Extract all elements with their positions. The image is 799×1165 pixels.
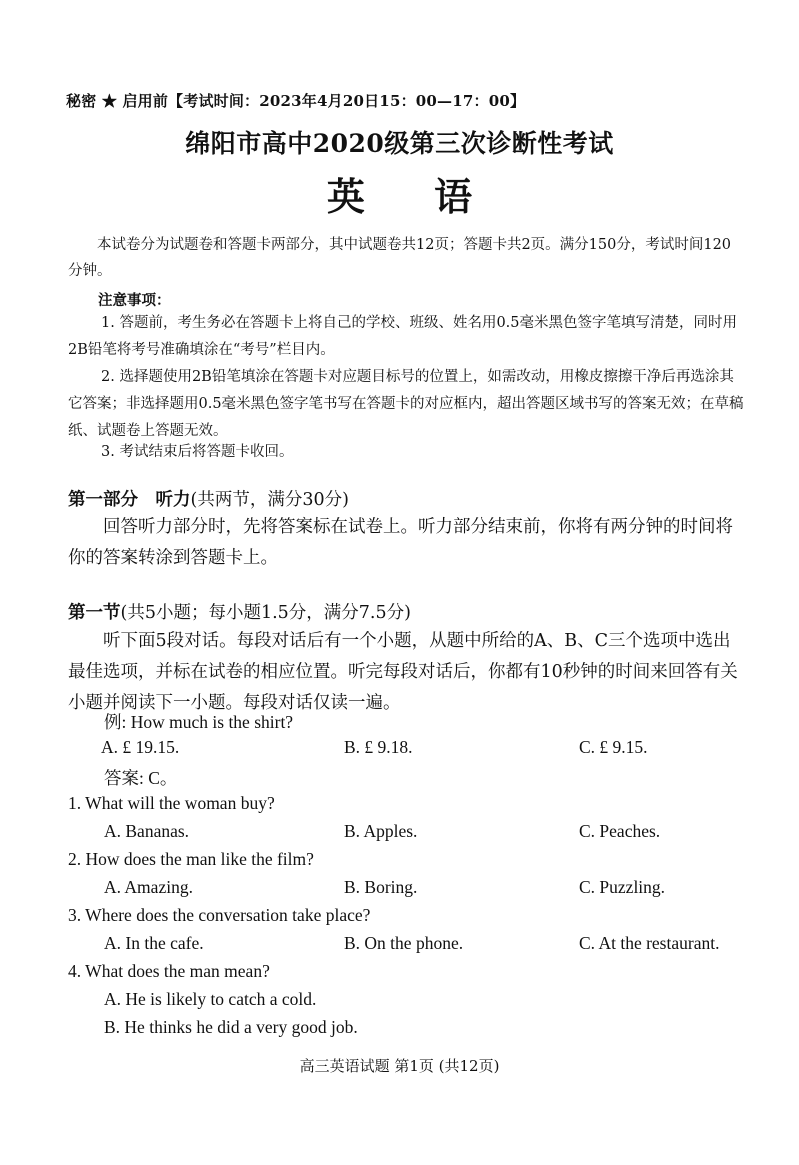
example-option-c: C. £ 9.15. — [579, 737, 648, 757]
exam-title: 绵阳市高中2020级第三次诊断性考试 — [185, 129, 614, 158]
section1-instruction: 听下面5段对话。每段对话后有一个小题，从题中所给的A、B、C三个选项中选出最佳选项，并标在试卷的相应位置。听完每段对话后，你都有10秒钟的时间来回答有关小题并阅读下一小题。每段对话仅读一遍。 — [68, 631, 738, 713]
notice-item: 3. 考试结束后将答题卡收回。 — [101, 444, 294, 460]
part1-heading — [68, 486, 349, 511]
example-question: 例: How much is the shirt? — [104, 712, 294, 732]
intro-paragraph: 本试卷分为试题卷和答题卡两部分，其中试题卷共12页；答题卡共2页。满分150分，考试时间120分钟。 — [68, 237, 732, 279]
question-option: B. On the phone. — [344, 933, 464, 953]
notice-item: 1. 答题前，考生务必在答题卡上将自己的学校、班级、姓名用0.5毫米黑色签字笔填写清楚，同时用2B铅笔将考号准确填涂在“考号”栏目内。 — [68, 315, 737, 358]
section1-heading-title: 第一节 — [68, 603, 121, 623]
part1-instruction: 回答听力部分时，先将答案标在试卷上。听力部分结束前，你将有两分钟的时间将你的答案转涂到答题卡上。 — [68, 517, 733, 568]
notice-title: 注意事项： — [98, 292, 171, 309]
question-option: C. Puzzling. — [579, 877, 666, 897]
question-option: B. Boring. — [344, 877, 418, 897]
subject-title: 英 语 — [326, 174, 501, 219]
part1-heading-title: 第一部分 听力 — [68, 490, 191, 510]
example-option-b: B. £ 9.18. — [344, 737, 413, 757]
section1-heading-note: (共5小题；每小题1.5分，满分7.5分) — [120, 603, 411, 623]
question-option: C. Peaches. — [579, 821, 661, 841]
question-option: A. In the cafe. — [104, 933, 204, 953]
question-stem: 1. What will the woman buy? — [68, 793, 275, 813]
question-option: C. At the restaurant. — [579, 933, 720, 953]
notice-item: 2. 选择题使用2B铅笔填涂在答题卡对应题目标号的位置上，如需改动，用橡皮擦擦干净后再选涂其它答案；非选择题用0.5毫米黑色签字笔书写在答题卡的对应框内，超出答题区域书写的答案无效；在草稿纸、试题卷上答题无效。 — [68, 369, 744, 439]
part1-heading-note: (共两节，满分30分) — [190, 490, 349, 510]
page-footer: 高三英语试题 第1页 (共12页) — [299, 1057, 500, 1075]
question-option: B. Apples. — [344, 821, 418, 841]
example-answer: 答案: C。 — [104, 768, 178, 788]
question-option: A. He is likely to catch a cold. — [104, 989, 317, 1009]
question-stem: 2. How does the man like the film? — [68, 849, 314, 869]
question-stem: 3. Where does the conversation take place? — [68, 905, 371, 925]
example-option-a: A. £ 19.15. — [101, 737, 180, 757]
question-option: A. Amazing. — [104, 877, 193, 897]
question-option: B. He thinks he did a very good job. — [104, 1017, 358, 1037]
question-option: A. Bananas. — [104, 821, 190, 841]
confidential-line: 秘密 ★ 启用前【考试时间：2023年4月20日15：00—17：00】 — [66, 92, 526, 110]
question-stem: 4. What does the man mean? — [68, 961, 270, 981]
section1-heading — [68, 599, 411, 624]
